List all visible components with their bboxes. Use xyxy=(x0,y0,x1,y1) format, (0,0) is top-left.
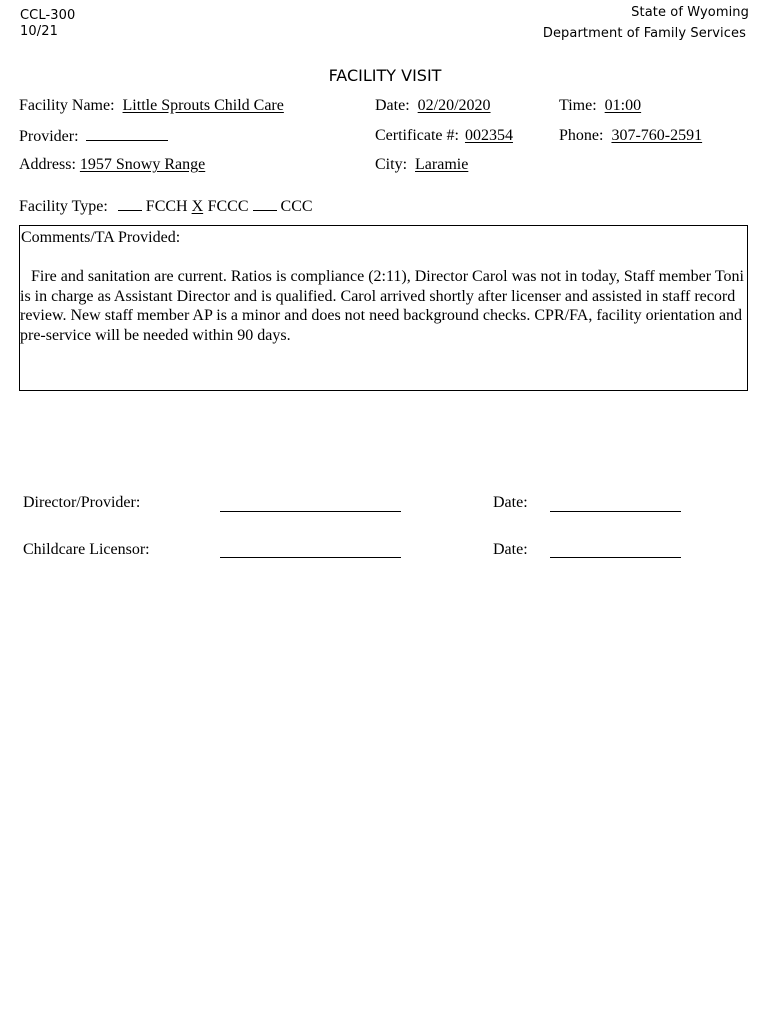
date-value: 02/20/2020 xyxy=(417,97,491,114)
facility-type-label: Facility Type: xyxy=(19,198,108,215)
licensor-date-line xyxy=(550,557,681,558)
time-label: Time: xyxy=(559,97,597,114)
comments-box xyxy=(19,225,748,391)
address-field xyxy=(19,155,205,175)
form-code: CCL-300 xyxy=(20,8,76,23)
phone-label: Phone: xyxy=(559,127,604,144)
facility-name-field xyxy=(19,96,284,116)
time-field xyxy=(559,96,641,116)
director-signature-label: Director/Provider: xyxy=(23,494,141,511)
phone-value: 307-760-2591 xyxy=(611,127,703,144)
ccc-checkbox-line xyxy=(253,196,277,211)
director-date-line xyxy=(550,511,681,512)
director-date-label: Date: xyxy=(493,494,528,511)
city-field xyxy=(375,155,468,175)
state-name: State of Wyoming xyxy=(631,5,749,20)
facility-name-value: Little Sprouts Child Care xyxy=(122,97,284,114)
provider-field xyxy=(19,126,168,147)
certificate-value: 002354 xyxy=(464,127,513,144)
fcch-checkbox-line xyxy=(118,196,142,211)
facility-type-option-fcch: FCCH xyxy=(145,198,188,215)
licensor-signature-line xyxy=(220,557,401,558)
department-name: Department of Family Services xyxy=(542,26,746,41)
date-field xyxy=(375,96,491,116)
provider-blank-line xyxy=(86,126,168,141)
licensor-signature-label: Childcare Licensor: xyxy=(23,541,150,558)
time-value: 01:00 xyxy=(604,97,642,114)
date-label: Date: xyxy=(375,97,410,114)
facility-name-label: Facility Name: xyxy=(19,97,115,114)
facility-type-option-ccc: CCC xyxy=(280,198,313,215)
provider-label: Provider: xyxy=(19,128,79,145)
address-label: Address: xyxy=(19,156,76,173)
fccc-selected-mark: X xyxy=(191,198,204,215)
certificate-label: Certificate #: xyxy=(375,127,459,144)
facility-type-field xyxy=(19,196,313,217)
form-revision-date: 10/21 xyxy=(20,24,58,39)
comments-label: Comments/TA Provided: xyxy=(21,229,181,246)
certificate-field xyxy=(375,126,513,146)
address-value: 1957 Snowy Range xyxy=(79,156,206,173)
city-label: City: xyxy=(375,156,408,173)
licensor-date-label: Date: xyxy=(493,541,528,558)
page-title: FACILITY VISIT xyxy=(328,66,442,85)
facility-type-option-fccc: FCCC xyxy=(207,198,249,215)
director-signature-line xyxy=(220,511,401,512)
phone-field xyxy=(559,126,702,146)
city-value: Laramie xyxy=(415,156,469,173)
comments-text: Fire and sanitation are current. Ratios is compliance (2:11), Director Carol was not in today, Staff member Toni is in charge as Assistant Director and is qualified. Carol arrived shortly after licenser and assisted in staff record review. New staff member AP is a minor and does not need background checks. CPR/FA, facility orientation and pre-service will be needed within 90 days. xyxy=(20,268,744,344)
